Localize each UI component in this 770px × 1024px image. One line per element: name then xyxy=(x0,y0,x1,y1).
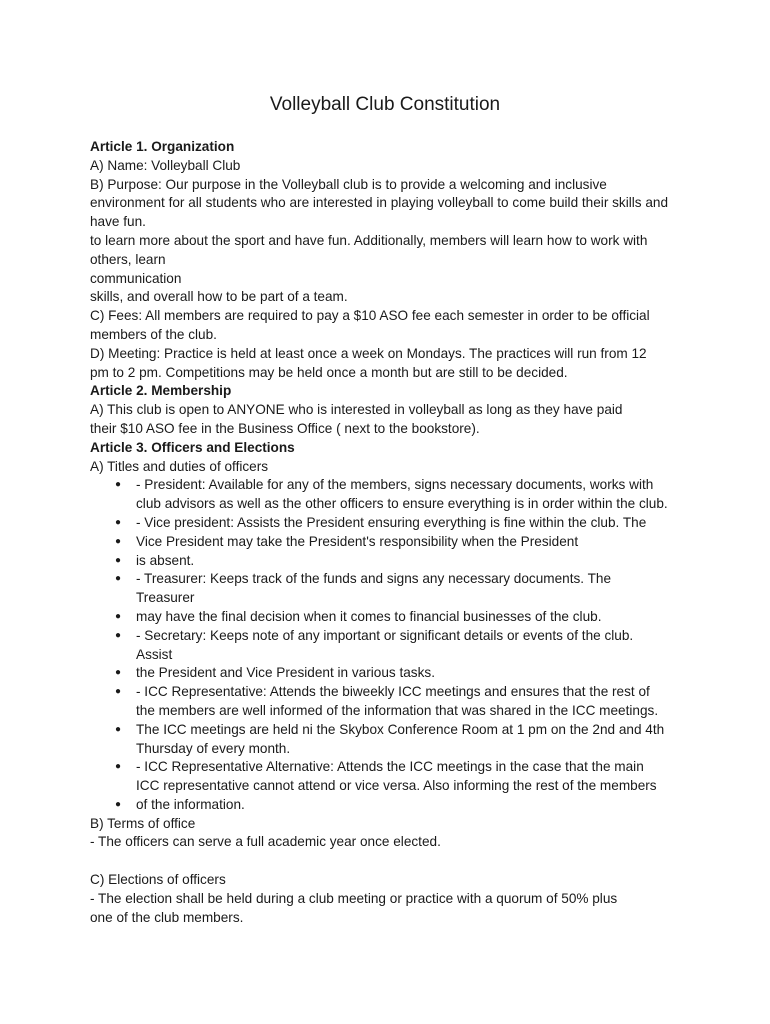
list-item-text: - ICC Representative Alternative: Attends the ICC meetings in the case that the main xyxy=(136,759,644,775)
article-2-line: A) This club is open to ANYONE who is interested in volleyball as long as they have paid xyxy=(90,402,623,418)
list-item xyxy=(90,476,690,514)
list-item xyxy=(90,683,690,721)
list-item xyxy=(90,627,690,665)
document-title: Volleyball Club Constitution xyxy=(269,94,501,115)
list-item-text: is absent. xyxy=(136,552,195,568)
list-item-text: Vice President may take the President's responsibility when the President xyxy=(136,533,579,549)
article-3-heading: Article 3. Officers and Elections xyxy=(90,439,295,455)
bullet-icon: ● xyxy=(115,723,122,735)
article-2-line: their $10 ASO fee in the Business Office ( next to the bookstore). xyxy=(90,420,480,436)
article-1-line: members of the club. xyxy=(90,326,217,342)
elections-line: - The election shall be held during a club meeting or practice with a quorum of 50% plus xyxy=(90,890,618,906)
list-item-text: Thursday of every month. xyxy=(136,740,291,756)
bullet-icon: ● xyxy=(115,554,122,566)
list-item xyxy=(90,758,690,796)
list-item xyxy=(90,796,690,815)
list-item-text: - Treasurer: Keeps track of the funds and signs any necessary documents. The xyxy=(136,571,612,587)
terms-of-office-heading: B) Terms of office xyxy=(90,815,196,831)
bullet-icon: ● xyxy=(115,798,122,810)
officers-subheading: A) Titles and duties of officers xyxy=(90,458,269,474)
bullet-icon: ● xyxy=(115,667,122,679)
bullet-icon: ● xyxy=(115,573,122,585)
article-1-line: B) Purpose: Our purpose in the Volleyball club is to provide a welcoming and inclusive xyxy=(90,176,607,192)
list-item-text: - Vice president: Assists the President ensuring everything is fine within the club. The xyxy=(136,514,647,530)
list-item-text: the President and Vice President in various tasks. xyxy=(136,665,435,681)
article-1-line: C) Fees: All members are required to pay a $10 ASO fee each semester in order to be official xyxy=(90,308,650,324)
list-item-text: Assist xyxy=(136,646,173,662)
bullet-icon: ● xyxy=(115,686,122,698)
list-item xyxy=(90,721,690,759)
article-1-line: environment for all students who are interested in playing volleyball to come build their skills and xyxy=(90,195,669,211)
list-item-text: - President: Available for any of the members, signs necessary documents, works with xyxy=(136,477,654,493)
list-item-text: of the information. xyxy=(136,796,245,812)
article-1-line: to learn more about the sport and have fun. Additionally, members will learn how to work with xyxy=(90,232,648,248)
list-item xyxy=(90,664,690,683)
list-item xyxy=(90,514,690,533)
bullet-icon: ● xyxy=(115,761,122,773)
bullet-icon: ● xyxy=(115,479,122,491)
bullet-icon: ● xyxy=(115,629,122,641)
list-item xyxy=(90,552,690,571)
article-1-line: pm to 2 pm. Competitions may be held once a month but are still to be decided. xyxy=(90,364,568,380)
list-item xyxy=(90,570,690,608)
list-item-text: - ICC Representative: Attends the biweekly ICC meetings and ensures that the rest of xyxy=(136,684,650,700)
bullet-icon: ● xyxy=(115,610,122,622)
list-item-text: The ICC meetings are held ni the Skybox Conference Room at 1 pm on the 2nd and 4th xyxy=(136,721,665,737)
article-1-line: D) Meeting: Practice is held at least once a week on Mondays. The practices will run from 12 xyxy=(90,345,647,361)
elections-line: one of the club members. xyxy=(90,909,244,925)
list-item-text: ICC representative cannot attend or vice versa. Also informing the rest of the members xyxy=(136,778,657,794)
article-1-line: communication xyxy=(90,270,182,286)
list-item-text: the members are well informed of the information that was shared in the ICC meetings. xyxy=(136,702,659,718)
list-item xyxy=(90,533,690,552)
bullet-icon: ● xyxy=(115,516,122,528)
list-item-text: - Secretary: Keeps note of any important or significant details or events of the club. xyxy=(136,627,634,643)
bullet-icon: ● xyxy=(115,535,122,547)
document-body xyxy=(90,138,690,927)
terms-of-office-line: - The officers can serve a full academic year once elected. xyxy=(90,834,441,850)
list-item-text: may have the final decision when it comes to financial businesses of the club. xyxy=(136,608,602,624)
paragraph-spacer xyxy=(90,852,690,871)
article-1-line: skills, and overall how to be part of a team. xyxy=(90,289,348,305)
article-1-line: others, learn xyxy=(90,251,166,267)
article-2-heading: Article 2. Membership xyxy=(90,383,232,399)
list-item-text: club advisors as well as the other officers to ensure everything is in order within the club. xyxy=(136,496,668,512)
elections-heading: C) Elections of officers xyxy=(90,872,226,888)
officer-duties-list xyxy=(90,476,690,814)
article-1-heading: Article 1. Organization xyxy=(90,139,235,154)
article-1-line: A) Name: Volleyball Club xyxy=(90,157,241,173)
article-1-line: have fun. xyxy=(90,214,146,230)
list-item xyxy=(90,608,690,627)
list-item-text: Treasurer xyxy=(136,590,195,606)
